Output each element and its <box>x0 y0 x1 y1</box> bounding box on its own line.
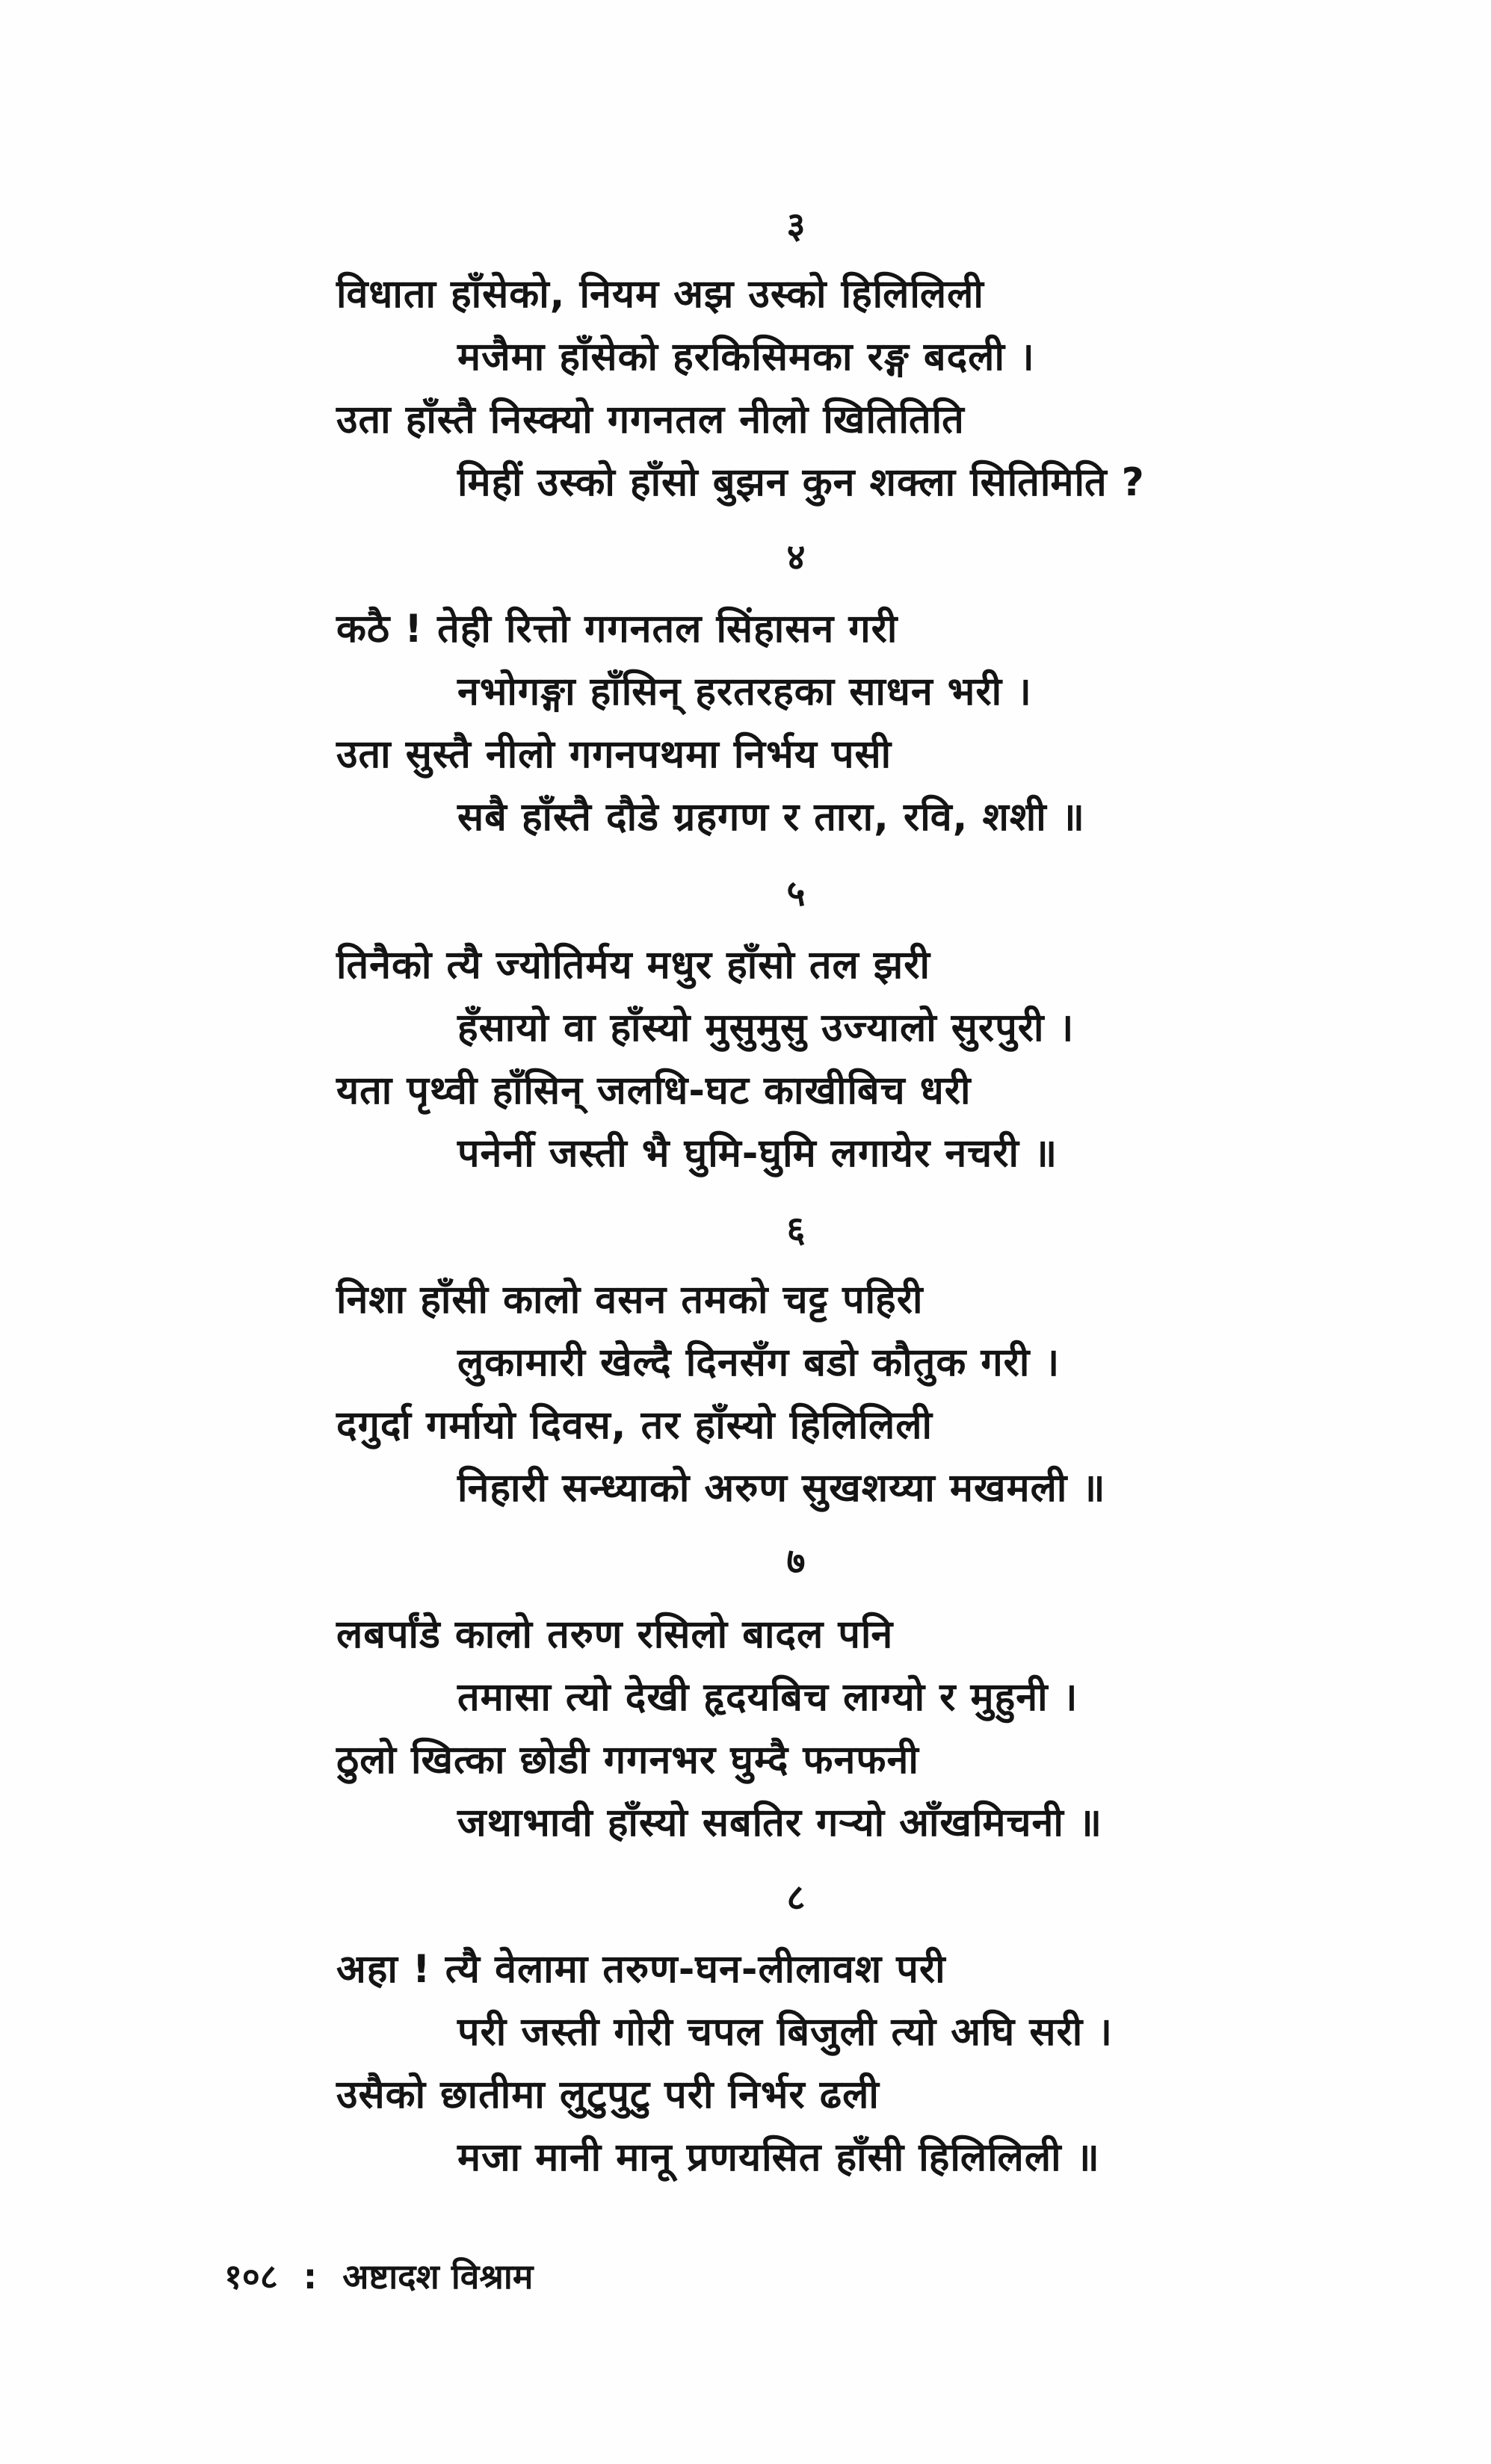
page-number: १०८ <box>224 2256 278 2297</box>
verse-line: लुकामारी खेल्दै दिनसँग बडो कौतुक गरी । <box>457 1340 1061 1385</box>
footer-separator: : <box>303 2256 318 2297</box>
verse-line: ठुलो खित्का छोडी गगनभर घुम्दै फनफनी <box>336 1738 919 1783</box>
verse-line: निशा हाँसी कालो वसन तमको चट्ट पहिरी <box>336 1278 924 1322</box>
stanza-number: ७ <box>786 1541 806 1582</box>
verse-line: परी जस्ती गोरी चपल बिजुली त्यो अघि सरी । <box>457 2010 1114 2055</box>
stanza-number: ५ <box>786 873 806 914</box>
verse-line: तमासा त्यो देखी हृदयबिच लाग्यो र मुहुनी । <box>457 1675 1078 1720</box>
stanza-number: ३ <box>786 205 806 247</box>
verse-line: अहा ! त्यै वेलामा तरुण-घन-लीलावश परी <box>336 1947 946 1992</box>
verse-line: उता हाँस्तै निस्क्यो गगनतल नीलो खितितिति <box>336 397 965 442</box>
verse-line: मजा मानी मानू प्रणयसित हाँसी हिलिलिली ॥ <box>457 2135 1100 2180</box>
verse-line: विधाता हाँसेको, नियम अझ उस्को हिलिलिली <box>336 272 984 317</box>
verse-line: दगुर्दा गर्मायो दिवस, तर हाँस्यो हिलिलिली <box>336 1403 933 1448</box>
verse-line: पनेर्नी जस्ती भै घुमि-घुमि लगायेर नचरी ॥ <box>457 1131 1058 1176</box>
verse-line: यता पृथ्वी हाँसिन् जलधि-घट काखीबिच धरी <box>336 1068 972 1113</box>
verse-line: लबर्पांडे कालो तरुण रसिलो बादल पनि <box>336 1612 894 1657</box>
verse-line: मजैमा हाँसेको हरकिसिमका रङ्ग बदली । <box>457 335 1035 380</box>
verse-line: जथाभावी हाँस्यो सबतिर गऱ्यो आँखमिचनी ॥ <box>457 1801 1103 1845</box>
verse-line: सबै हाँस्तै दौडे ग्रहगण र तारा, रवि, शशी ॥ <box>457 795 1085 840</box>
book-title: अष्टादश विश्राम <box>342 2256 534 2297</box>
verse-line: नभोगङ्गा हाँसिन् हरतरहका साधन भरी । <box>457 669 1032 714</box>
stanza-number: ८ <box>786 1877 806 1919</box>
verse-line: तिनैको त्यै ज्योतिर्मय मधुर हाँसो तल झरी <box>336 943 930 988</box>
verse-line: उता सुस्तै नीलो गगनपथमा निर्भय पसी <box>336 732 892 777</box>
stanza-number: ६ <box>786 1209 806 1251</box>
verse-line: हँसायो वा हाँस्यो मुसुमुसु उज्यालो सुरपुरी । <box>457 1006 1075 1050</box>
verse-line: उसैको छातीमा लुटुपुटु परी निर्भर ढली <box>336 2073 880 2117</box>
stanza-number: ४ <box>786 536 806 578</box>
verse-line: मिहीं उस्को हाँसो बुझन कुन शक्ला सितिमिति ? <box>457 460 1145 505</box>
page-footer <box>224 2253 546 2299</box>
verse-line: कठै ! तेही रित्तो गगनतल सिंहासन गरी <box>336 607 898 651</box>
verse-line: निहारी सन्ध्याको अरुण सुखशय्या मखमली ॥ <box>457 1466 1106 1511</box>
